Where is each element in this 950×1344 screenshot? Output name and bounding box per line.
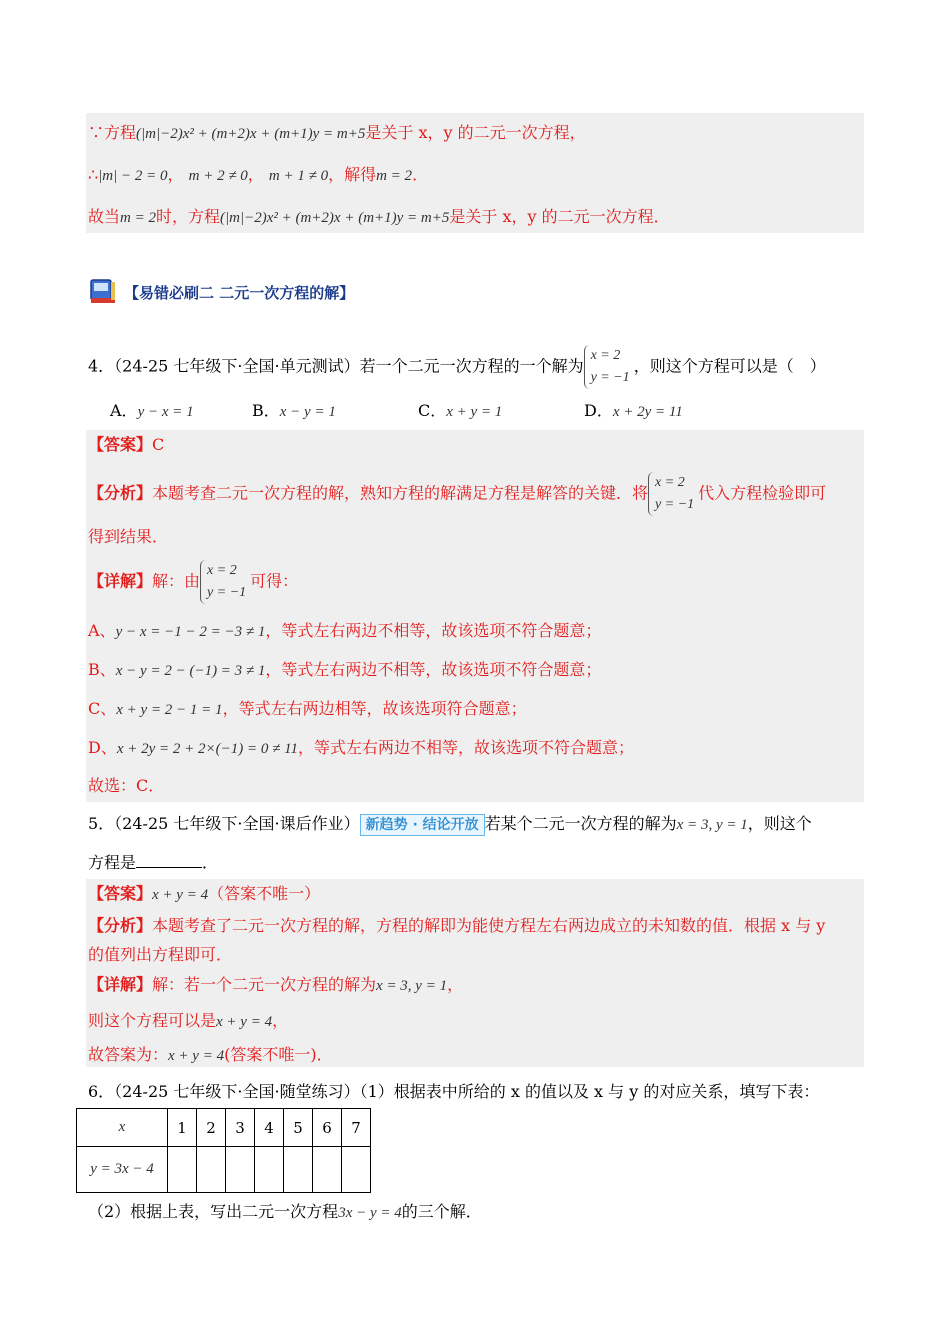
q4-detail-row-a: A、y − x = −1 − 2 = −3 ≠ 1，等式左右两边不相等，故该选项不符合题意； [88,621,602,640]
q4-option-b[interactable]: B．x − y = 1 [252,401,336,420]
q5-detail-line-2: 则这个方程可以是x + y = 4， [88,1011,289,1030]
solution-line-3: 故当m = 2时，方程(|m|−2)x² + (m+2)x + (m+1)y = m+5是关于 x，y 的二元一次方程． [88,207,670,226]
table-cell[interactable] [197,1147,226,1193]
q5-answer-box [86,879,864,1067]
table-cell[interactable] [168,1147,197,1193]
book-icon [88,276,118,306]
q4-detail-row-c: C、x + y = 2 − 1 = 1，等式左右两边相等，故该选项符合题意； [88,699,527,718]
table-cell[interactable] [284,1147,313,1193]
q6-table: x 1 2 3 4 5 6 7 y = 3x − 4 [76,1108,371,1193]
table-cell[interactable] [255,1147,284,1193]
section-title: 【易错必刷二 二元一次方程的解】 [124,284,355,302]
q4-analysis: 【分析】本题考查二元一次方程的解，熟知方程的解满足方程是解答的关键．将 x = 2 y = −1 代入方程检验即可 [88,472,826,516]
q4-stem: 4．（24-25 七年级下·全国·单元测试）若一个二元一次方程的一个解为 x = 2 y = −1 ，则这个方程可以是（ ） [88,345,826,389]
q6-stem: 6．（24-25 七年级下·全国·随堂练习）（1）根据表中所给的 x 的值以及 x 与 y 的对应关系，填写下表： [88,1082,820,1101]
table-cell[interactable] [342,1147,371,1193]
q4-option-c[interactable]: C．x + y = 1 [418,401,503,420]
q4-conclusion: 故选：C． [88,776,165,795]
q4-solution-system: x = 2 y = −1 [584,345,634,389]
q5-detail: 【详解】解：若一个二元一次方程的解为x = 3, y = 1， [88,975,464,994]
q5-stem: 5．（24-25 七年级下·全国·课后作业） 新趋势 · 结论开放 若某个二元一次方程的解为x = 3, y = 1，则这个 [88,813,812,836]
q5-answer: 【答案】x + y = 4（答案不唯一） [88,884,321,903]
table-row-y: y = 3x − 4 [77,1147,168,1193]
q4-option-a[interactable]: A．y − x = 1 [110,401,194,420]
solution-line-2: ∴|m| − 2 = 0， m + 2 ≠ 0， m + 1 ≠ 0，解得m = 2． [88,165,429,184]
q5-analysis: 【分析】本题考查了二元一次方程的解，方程的解即为能使方程左右两边成立的未知数的值．根据 x 与 y [88,916,826,935]
q5-analysis-cont: 的值列出方程即可． [88,945,233,964]
table-cell[interactable] [313,1147,342,1193]
q4-detail-row-b: B、x − y = 2 − (−1) = 3 ≠ 1，等式左右两边不相等，故该选项不符合题意； [88,660,602,679]
q4-answer: 【答案】C [88,435,165,454]
q5-stem-cont: 方程是 ． [88,853,219,872]
q6-part2: （2）根据上表，写出二元一次方程3x − y = 4的三个解． [88,1202,482,1221]
q4-option-d[interactable]: D．x + 2y = 11 [584,401,683,420]
q5-detail-line-3: 故答案为：x + y = 4(答案不唯一)． [88,1045,333,1064]
q4-analysis-cont: 得到结果． [88,527,169,546]
q4-detail-row-d: D、x + 2y = 2 + 2×(−1) = 0 ≠ 11，等式左右两边不相等，故该选项不符合题意； [88,738,635,757]
answer-blank[interactable] [136,853,202,868]
table-header-x: x [77,1109,168,1147]
trend-tag: 新趋势 · 结论开放 [360,814,485,836]
table-cell[interactable] [226,1147,255,1193]
q4-detail: 【详解】解：由 x = 2 y = −1 可得： [88,560,298,604]
solution-line-1: ∵方程(|m|−2)x² + (m+2)x + (m+1)y = m+5是关于 x，y 的二元一次方程， [88,123,586,142]
